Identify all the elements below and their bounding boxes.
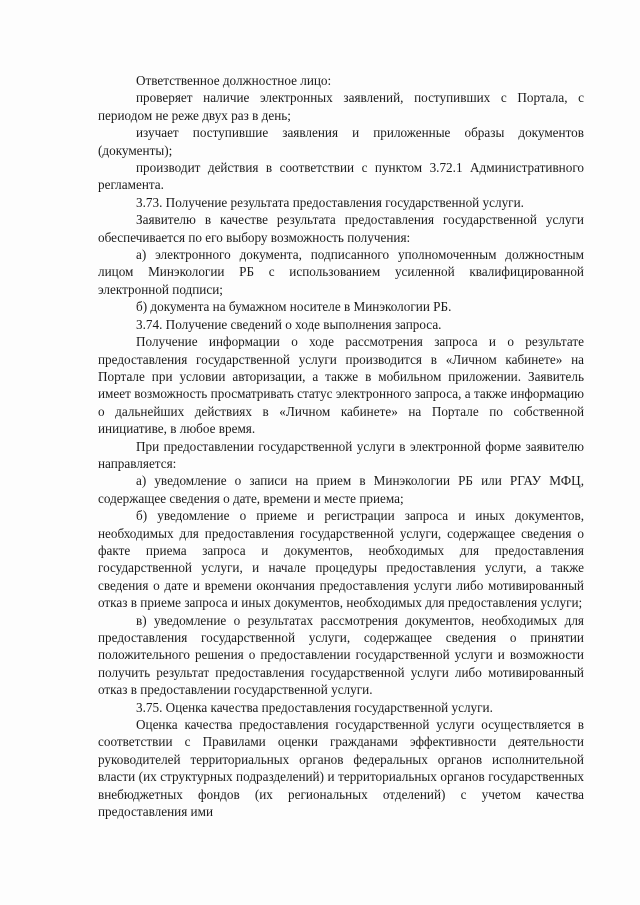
- document-body: [98, 72, 584, 820]
- paragraph-result-options: Заявителю в качестве результата предоставления государственной услуги обеспечивается по его выбору возможность получения:: [98, 212, 584, 245]
- paragraph-notification-b: б) уведомление о приеме и регистрации запроса и иных документов, необходимых для предоставления государственной услуги, содержащее сведения о факте приема запроса и документов, необходимых для предоставления государственной услуги, и начале процедуры предоставления услуги, а также сведения о дате и времени окончания предоставления услуги либо мотивированный отказ в приеме запроса и иных документов, необходимых для предоставления услуги;: [98, 508, 584, 611]
- paragraph-notifications-intro: При предоставлении государственной услуги в электронной форме заявителю направляется:: [98, 438, 584, 471]
- section-3-74-heading: 3.74. Получение сведений о ходе выполнения запроса.: [136, 316, 442, 332]
- paragraph-quality-assessment: Оценка качества предоставления государственной услуги осуществляется в соответствии с Правилами оценки гражданами эффективности деятельности руководителей территориальных органов федеральных органов исполнительной власти (их структурных подразделений) и территориальных органов государственных внебюджетных фондов (их региональных отделений) с учетом качества предоставления ими: [98, 717, 584, 820]
- paragraph-option-electronic: а) электронного документа, подписанного уполномоченным должностным лицом Минэкологии РБ с использованием усиленной квалифицированной электронной подписи;: [98, 247, 584, 297]
- paragraph-studies-applications: изучает поступившие заявления и приложенные образы документов (документы);: [98, 125, 584, 158]
- section-3-75-heading: 3.75. Оценка качества предоставления государственной услуги.: [136, 699, 493, 715]
- paragraph-checks-applications: проверяет наличие электронных заявлений, поступивших с Портала, с периодом не реже двух раз в день;: [98, 90, 584, 123]
- section-3-73-heading: 3.73. Получение результата предоставления государственной услуги.: [136, 194, 524, 210]
- paragraph-status-info: Получение информации о ходе рассмотрения запроса и о результате предоставления государственной услуги производится в «Личном кабинете» на Портале при условии авторизации, а также в мобильном приложении. Заявитель имеет возможность просматривать статус электронного запроса, а также информацию о дальнейших действиях в «Личном кабинете» на Портале по собственной инициативе, в любое время.: [98, 334, 584, 437]
- paragraph-notification-a: а) уведомление о записи на прием в Минэкологии РБ или РГАУ МФЦ, содержащее сведения о дате, времени и месте приема;: [98, 473, 584, 506]
- paragraph-notification-c: в) уведомление о результатах рассмотрения документов, необходимых для предоставления государственной услуги, содержащее сведения о принятии положительного решения о предоставлении государственной услуги и возможности получить результат предоставления государственной услуги либо мотивированный отказ в предоставлении государственной услуги.: [98, 612, 584, 698]
- paragraph-performs-actions: производит действия в соответствии с пунктом 3.72.1 Административного регламента.: [98, 160, 584, 193]
- paragraph-option-paper: б) документа на бумажном носителе в Минэкологии РБ.: [136, 299, 452, 315]
- paragraph-responsible-official: Ответственное должностное лицо:: [136, 73, 332, 88]
